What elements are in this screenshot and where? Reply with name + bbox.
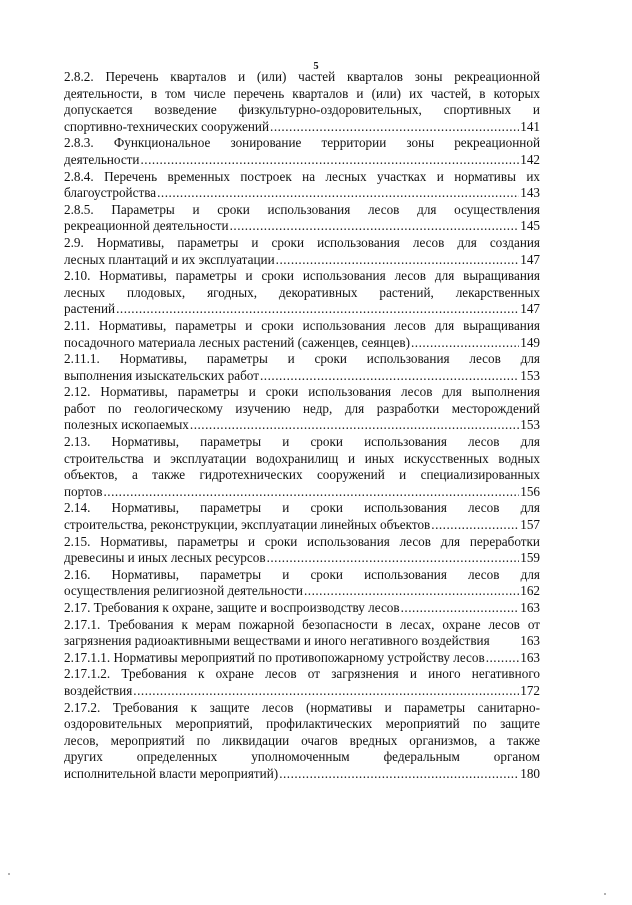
- toc-entry: [64, 202, 540, 235]
- toc-entry-line: 2.8.5. Параметры и сроки использования лесов для осуществления: [64, 201, 540, 217]
- toc-entry-line: работ по геологическому изучению недр, для разработки месторождений: [64, 400, 540, 416]
- toc-entry-title: деятельности: [64, 151, 140, 167]
- toc-entry-title: посадочного материала лесных растений (саженцев, сеянцев): [64, 334, 410, 350]
- toc-page-number: 163: [520, 600, 540, 615]
- toc-leader-dots: [486, 650, 520, 667]
- toc-entry-line: 2.8.3. Функциональное зонирование территории зоны рекреационной: [64, 135, 540, 151]
- toc-page-number: 153: [520, 417, 540, 433]
- toc-page-number: 163: [520, 633, 540, 649]
- toc-entry-title: загрязнения радиоактивными веществами и иного негативного воздействия: [64, 633, 490, 649]
- toc-entry-line: 2.17.2. Требования к защите лесов (нормативы и параметры санитарно-: [64, 699, 540, 715]
- toc-entry: [64, 666, 540, 699]
- toc-entry-line: 2.16. Нормативы, параметры и сроки использования лесов для: [64, 566, 540, 582]
- toc-leader-dots: [401, 600, 520, 617]
- toc-entry: [64, 318, 540, 351]
- toc-entry-last-line: [64, 152, 540, 169]
- toc-page-number: 180: [520, 765, 540, 781]
- toc-page-number: 143: [520, 185, 540, 201]
- toc-entry: [64, 500, 540, 533]
- toc-page-number: 163: [520, 649, 540, 665]
- toc-entry-last-line: [64, 550, 540, 567]
- toc-entry-last-line: [64, 600, 540, 617]
- toc-entry-title: 2.17.1.1. Нормативы мероприятий по противопожарному устройству лесов: [64, 649, 485, 665]
- toc-entry-last-line: [64, 683, 540, 700]
- toc-entry-line: 2.17.1. Требования к мерам пожарной безопасности в лесах, охране лесов от: [64, 616, 540, 632]
- toc-entry-last-line: [64, 766, 540, 783]
- toc-leader-dots: [190, 417, 519, 434]
- toc-leader-dots: [157, 185, 519, 202]
- toc-leader-dots: [230, 218, 520, 235]
- toc-page-number: 145: [520, 218, 540, 234]
- toc-entry-line: других определенных уполномоченным федеральным органом: [64, 749, 540, 765]
- toc-entry: [64, 169, 540, 202]
- toc-entry-title: спортивно-технических сооружений: [64, 118, 270, 134]
- toc-page-number: 141: [520, 118, 540, 134]
- toc-entry: [64, 434, 540, 500]
- toc-entry-line: оздоровительных мероприятий, профилактических мероприятий по защите: [64, 716, 540, 732]
- toc-entry-last-line: [64, 252, 540, 269]
- toc-entry-last-line: [64, 517, 540, 534]
- toc-page-number: 147: [520, 251, 540, 267]
- toc-entry-line: 2.17.1.2. Требования к охране лесов от загрязнения и иного негативного: [64, 666, 540, 682]
- toc-entry-title: строительства, реконструкции, эксплуатации линейных объектов: [64, 517, 431, 533]
- toc-entry-line: 2.11.1. Нормативы, параметры и сроки использования лесов для: [64, 351, 540, 367]
- toc-entry-title: воздействия: [64, 682, 133, 698]
- toc-entry-line: 2.11. Нормативы, параметры и сроки использования лесов для выращивания: [64, 317, 540, 333]
- toc-entry-last-line: [64, 119, 540, 136]
- toc-entry-line: допускается возведение физкультурно-оздоровительных, спортивных и: [64, 102, 540, 118]
- toc-page-number: 172: [520, 682, 540, 698]
- toc-entry: [64, 650, 540, 667]
- toc-entry-line: 2.15. Нормативы, параметры и сроки использования лесов для переработки: [64, 533, 540, 549]
- toc-entry: [64, 69, 540, 135]
- toc-entry-last-line: [64, 218, 540, 235]
- toc-entry-title: портов: [64, 483, 103, 499]
- toc-leader-dots: [276, 252, 520, 269]
- toc-entry-last-line: [64, 335, 540, 352]
- toc-entry-last-line: [64, 301, 540, 318]
- toc-entry-line: строительства и эксплуатации водохранилищ и иных искусственных водных: [64, 450, 540, 466]
- toc-entry-line: лесных плодовых, ягодных, декоративных растений, лекарственных: [64, 284, 540, 300]
- toc-page-number: 142: [520, 151, 540, 167]
- toc-entry-title: лесных плантаций и их эксплуатации: [64, 251, 275, 267]
- toc-leader-dots: [270, 119, 519, 136]
- toc-leader-dots: [279, 766, 519, 783]
- toc-page-number: 159: [520, 550, 540, 566]
- toc-page-number: 149: [520, 334, 540, 350]
- toc-entry-line: 2.14. Нормативы, параметры и сроки использования лесов для: [64, 500, 540, 516]
- toc-entry: [64, 235, 540, 268]
- toc-entry-last-line: [64, 633, 540, 650]
- toc-entry-title: растений: [64, 301, 116, 317]
- toc-entry-title: исполнительной власти мероприятий): [64, 765, 279, 781]
- toc-entry: [64, 600, 540, 617]
- toc-entry-line: лесов, мероприятий по ликвидации очагов вредных организмов, а также: [64, 732, 540, 748]
- toc-page-number: 153: [520, 367, 540, 383]
- toc-leader-dots: [304, 583, 519, 600]
- toc-entry-title: древесины и иных лесных ресурсов: [64, 550, 266, 566]
- toc-entry-title: осуществления религиозной деятельности: [64, 583, 303, 599]
- toc-entry-title: выполнения изыскательских работ: [64, 367, 259, 383]
- toc-entry-line: 2.10. Нормативы, параметры и сроки использования лесов для выращивания: [64, 268, 540, 284]
- toc-entry: [64, 534, 540, 567]
- toc-leader-dots: [103, 484, 519, 501]
- scan-speck: [8, 873, 10, 875]
- toc-entry-title: 2.17. Требования к охране, защите и воспроизводству лесов: [64, 600, 400, 615]
- toc-leader-dots: [141, 152, 520, 169]
- toc-page-number: 156: [520, 483, 540, 499]
- toc-entry-last-line: [64, 417, 540, 434]
- table-of-contents: [64, 69, 540, 783]
- toc-entry-last-line: [64, 650, 540, 667]
- toc-leader-dots: [116, 301, 519, 318]
- toc-leader-dots: [431, 517, 519, 534]
- toc-page-number: 162: [520, 583, 540, 599]
- toc-entry-line: 2.12. Нормативы, параметры и сроки использования лесов для выполнения: [64, 384, 540, 400]
- toc-entry-last-line: [64, 484, 540, 501]
- toc-entry-line: 2.13. Нормативы, параметры и сроки использования лесов для: [64, 434, 540, 450]
- toc-entry-line: объектов, а также гидротехнических сооружений и специализированных: [64, 467, 540, 483]
- toc-entry: [64, 135, 540, 168]
- toc-entry: [64, 617, 540, 650]
- toc-entry-line: 2.8.2. Перечень кварталов и (или) частей кварталов зоны рекреационной: [64, 69, 540, 84]
- toc-entry: [64, 384, 540, 434]
- toc-leader-dots: [267, 550, 520, 567]
- toc-entry: [64, 268, 540, 318]
- toc-leader-dots: [133, 683, 519, 700]
- toc-entry-line: деятельности, в том числе перечень кварталов и (или) их частей, в которых: [64, 85, 540, 101]
- page-number: 5: [313, 61, 319, 72]
- toc-entry-last-line: [64, 368, 540, 385]
- toc-entry-line: 2.9. Нормативы, параметры и сроки использования лесов для создания: [64, 234, 540, 250]
- toc-page-number: 147: [520, 301, 540, 317]
- toc-entry: [64, 351, 540, 384]
- toc-page-number: 157: [520, 517, 540, 533]
- toc-entry: [64, 700, 540, 783]
- toc-entry-title: благоустройства: [64, 185, 157, 201]
- toc-entry-title: рекреационной деятельности: [64, 218, 229, 234]
- toc-entry-last-line: [64, 185, 540, 202]
- toc-entry: [64, 567, 540, 600]
- toc-entry-title: полезных ископаемых: [64, 417, 189, 433]
- toc-leader-dots: [260, 368, 519, 385]
- scan-speck: [604, 893, 606, 895]
- toc-leader-dots: [411, 335, 519, 352]
- toc-entry-last-line: [64, 583, 540, 600]
- toc-entry-line: 2.8.4. Перечень временных построек на лесных участках и нормативы их: [64, 168, 540, 184]
